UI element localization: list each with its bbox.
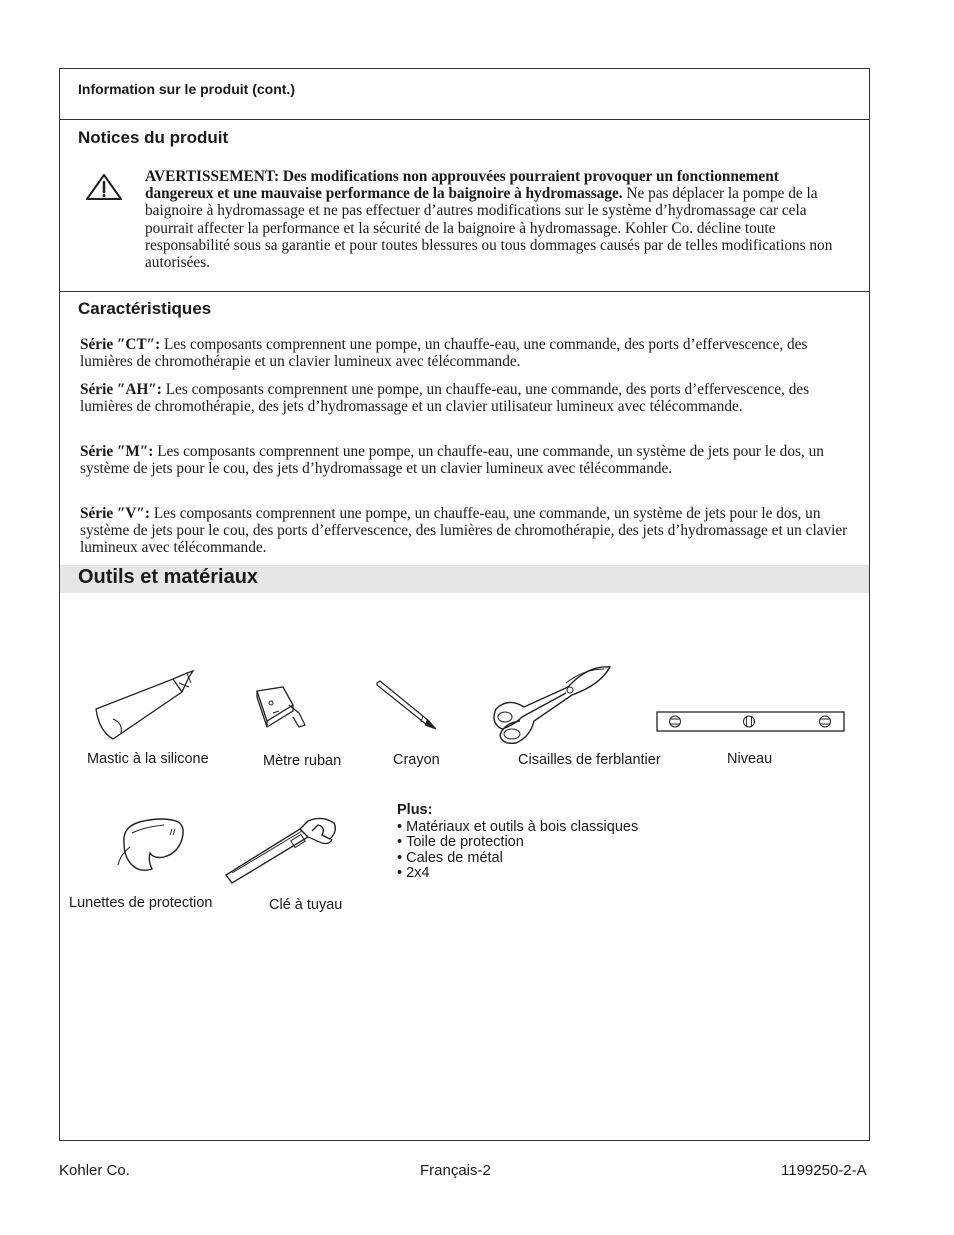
- tape-measure-icon: [253, 683, 313, 733]
- warning-triangle-icon: [84, 173, 124, 201]
- feature-ct-text: Les composants comprennent une pompe, un chauffe-eau, une commande, des ports d’effervescence, des lumières de chromothérapie et un clavier lumineux avec télécommande.: [80, 336, 808, 371]
- plus-items: [397, 820, 638, 882]
- feature-v: [80, 505, 850, 557]
- section-divider: [60, 291, 869, 292]
- tool-label-silicone: Mastic à la silicone: [87, 751, 209, 767]
- tool-label-snips: Cisailles de ferblantier: [518, 752, 661, 768]
- safety-glasses-icon: [114, 813, 190, 875]
- pipe-wrench-icon: [222, 813, 342, 885]
- feature-v-label: Série ″V″:: [80, 505, 150, 522]
- list-item: • Matériaux et outils à bois classiques: [397, 820, 638, 836]
- tool-label-pencil: Crayon: [393, 752, 440, 768]
- tools-title: Outils et matériaux: [78, 566, 259, 588]
- tool-label-tape: Mètre ruban: [263, 753, 342, 769]
- feature-ct-label: Série ″CT″:: [80, 336, 161, 353]
- plus-title: Plus:: [397, 802, 433, 818]
- warning-bold: AVERTISSEMENT: Des modifications non approuvées pourraient provoquer un fonctionnement dangereux et une mauvaise performance de la baignoire à hydromassage.: [145, 168, 779, 203]
- list-item: • Cales de métal: [397, 851, 638, 867]
- feature-m: [80, 443, 850, 477]
- tool-label-glasses: Lunettes de protection: [69, 895, 213, 911]
- header-bar: [60, 69, 869, 120]
- warning-body: Ne pas déplacer la pompe de la baignoire à hydromassage et ne pas effectuer d’autres modifications sur le système d’hydromassage car cela pourrait affecter la performance et la sécurité de la baignoire à hydromassage. Kohler Co. décline toute responsabilité sous sa garantie et pour toutes blessures ou tous dommages causés par de telles modifications non autorisées.: [145, 185, 833, 272]
- list-item: • Toile de protection: [397, 835, 638, 851]
- tools-heading-band: [60, 565, 869, 593]
- warning-text: [145, 168, 850, 271]
- plus-list: [397, 803, 638, 882]
- footer-page-number: Français-2: [420, 1162, 491, 1179]
- tin-snips-icon: [488, 659, 614, 749]
- notices-title: Notices du produit: [78, 128, 229, 147]
- features-title: Caractéristiques: [78, 299, 212, 318]
- pencil-icon: [371, 679, 441, 731]
- list-item: • 2x4: [397, 866, 638, 882]
- tool-label-wrench: Clé à tuyau: [269, 897, 343, 913]
- level-icon: [656, 711, 846, 733]
- feature-ct: [80, 336, 850, 370]
- footer-doc-number: 1199250-2-A: [781, 1162, 867, 1179]
- feature-ah-label: Série ″AH″:: [80, 381, 162, 398]
- feature-m-label: Série ″M″:: [80, 443, 154, 460]
- page-frame: [59, 68, 870, 1141]
- tool-label-level: Niveau: [727, 751, 773, 767]
- silicone-tube-icon: [93, 669, 199, 741]
- feature-v-text: Les composants comprennent une pompe, un chauffe-eau, une commande, un système de jets pour le dos, un système de jets pour le cou, des ports d’effervescence, des lumières de chromothérapie, des jets d’hydromassage et un clavier lumineux avec télécommande.: [80, 505, 848, 557]
- feature-ah-text: Les composants comprennent une pompe, un chauffe-eau, une commande, des ports d’effervescence, des lumières de chromothérapie, des jets d’hydromassage et un clavier utilisateur lumineux avec télécommande.: [80, 381, 810, 416]
- feature-ah: [80, 381, 850, 415]
- feature-m-text: Les composants comprennent une pompe, un chauffe-eau, une commande, un système de jets pour le dos, un système de jets pour le cou, des jets d’hydromassage et un clavier lumineux avec télécommande.: [80, 443, 824, 478]
- footer-company: Kohler Co.: [59, 1162, 130, 1179]
- header-title: Information sur le produit (cont.): [78, 81, 295, 97]
